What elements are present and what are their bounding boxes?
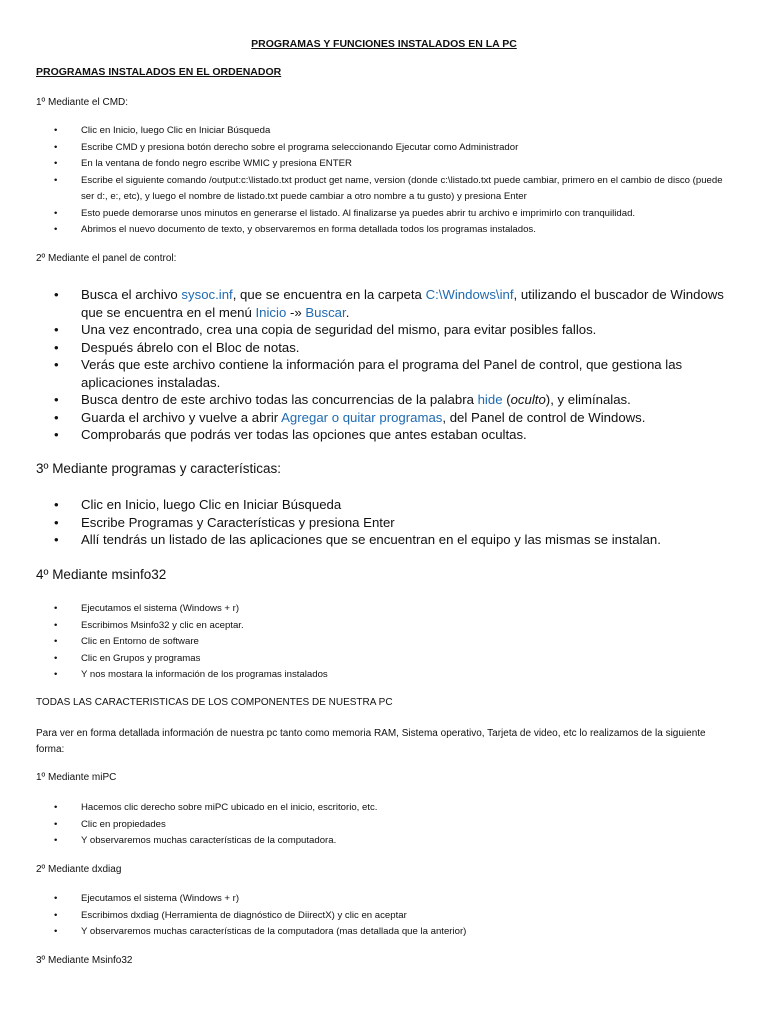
document-title: PROGRAMAS Y FUNCIONES INSTALADOS EN LA PC	[251, 38, 517, 50]
list-item: • Clic en Inicio, luego Clic en Iniciar Búsqueda	[36, 496, 736, 514]
section-dxdiag-list	[36, 891, 736, 941]
link-agregar-quitar-programas[interactable]: Agregar o quitar programas	[281, 409, 443, 425]
list-item: • Después ábrelo con el Bloc de notas.	[36, 339, 736, 357]
list-item: • Ejecutamos el sistema (Windows + r)	[36, 891, 736, 908]
list-item: • Esto puede demorarse unos minutos en generarse el listado. Al finalizarse ya puedes abrir tu archivo e imprimirlo con tranquilidad.	[36, 206, 736, 223]
link-buscar[interactable]: Buscar	[305, 304, 346, 320]
list-item: • Allí tendrás un listado de las aplicaciones que se encuentran en el equipo y las mismas se instalan.	[36, 531, 736, 549]
section-msinfo32-list	[36, 601, 736, 684]
list-item: • Escribimos dxdiag (Herramienta de diagnóstico de DiirectX) y clic en aceptar	[36, 908, 736, 925]
link-sysoc-inf[interactable]: sysoc.inf	[181, 287, 233, 302]
list-item: • Ejecutamos el sistema (Windows + r)	[36, 601, 736, 618]
list-item: • Escribimos Msinfo32 y clic en aceptar.	[36, 618, 736, 635]
list-item: • Busca el archivo sysoc.inf, que se encuentra en la carpeta C:\Windows\inf, utilizando el buscador de Windows que se encuentra en el menú Inicio -» Buscar.	[36, 286, 736, 321]
section-cmd-list	[36, 123, 736, 239]
list-item: • Clic en Entorno de software	[36, 634, 736, 651]
list-item: • Guarda el archivo y vuelve a abrir Agregar o quitar programas, del Panel de control de Windows.	[36, 409, 736, 427]
heading-installed-programs: PROGRAMAS INSTALADOS EN EL ORDENADOR	[36, 66, 282, 78]
list-item: • Una vez encontrado, crea una copia de seguridad del mismo, para evitar posibles fallos.	[36, 321, 736, 339]
intro-paragraph: Para ver en forma detallada información de nuestra pc tanto como memoria RAM, Sistema operativo, Tarjeta de video, etc lo realizamos de la siguiente forma:	[36, 728, 706, 755]
list-item: • Clic en Grupos y programas	[36, 651, 736, 668]
section-control-panel-list	[36, 286, 736, 444]
list-item: • Abrimos el nuevo documento de texto, y observaremos en forma detallada todos los programas instalados.	[36, 222, 736, 239]
list-item: • Y observaremos muchas características de la computadora (mas detallada que la anterior)	[36, 924, 736, 941]
section-programs-features-list	[36, 496, 736, 549]
section-msinfo32-2-label: 3º Mediante Msinfo32	[36, 955, 133, 966]
section-dxdiag-label: 2º Mediante dxdiag	[36, 864, 122, 875]
list-item: • Escribe Programas y Características y presiona Enter	[36, 514, 736, 532]
section-programs-features-label: 3º Mediante programas y características:	[36, 461, 282, 476]
list-item: • Escribe el siguiente comando /output:c:\listado.txt product get name, version (donde c:\listado.txt puede cambiar, primero en el cambio de disco (puede ser d:, e:, etc), y luego el nombre de listado.txt puede cambiar a otro nombre a tu gusto) y presiona Enter	[36, 173, 736, 206]
section-msinfo32-label: 4º Mediante msinfo32	[36, 567, 167, 582]
link-hide[interactable]: hide	[477, 392, 503, 407]
list-item: • Comprobarás que podrás ver todas las opciones que antes estaban ocultas.	[36, 426, 736, 444]
heading-pc-characteristics: TODAS LAS CARACTERISTICAS DE LOS COMPONENTES DE NUESTRA PC	[36, 697, 393, 708]
list-item: • Y observaremos muchas características de la computadora.	[36, 833, 736, 850]
list-item: • Verás que este archivo contiene la información para el programa del Panel de control, que gestiona las aplicaciones instaladas.	[36, 356, 736, 391]
list-item: • Busca dentro de este archivo todas las concurrencias de la palabra hide (oculto), y elimínalas.	[36, 391, 736, 409]
link-inicio[interactable]: Inicio	[255, 304, 287, 320]
list-item: • Y nos mostara la información de los programas instalados	[36, 667, 736, 684]
section-control-panel-label: 2º Mediante el panel de control:	[36, 253, 177, 264]
section-cmd-label: 1º Mediante el CMD:	[36, 97, 129, 108]
link-windows-inf[interactable]: C:\Windows\inf	[425, 287, 514, 302]
list-item: • Hacemos clic derecho sobre miPC ubicado en el inicio, escritorio, etc.	[36, 800, 736, 817]
list-item: • Clic en propiedades	[36, 817, 736, 834]
section-mipc-label: 1º Mediante miPC	[36, 772, 117, 783]
list-item: • Escribe CMD y presiona botón derecho sobre el programa seleccionando Ejecutar como Administrador	[36, 140, 736, 157]
section-mipc-list	[36, 800, 736, 850]
list-item: • En la ventana de fondo negro escribe WMIC y presiona ENTER	[36, 156, 736, 173]
list-item: • Clic en Inicio, luego Clic en Iniciar Búsqueda	[36, 123, 736, 140]
